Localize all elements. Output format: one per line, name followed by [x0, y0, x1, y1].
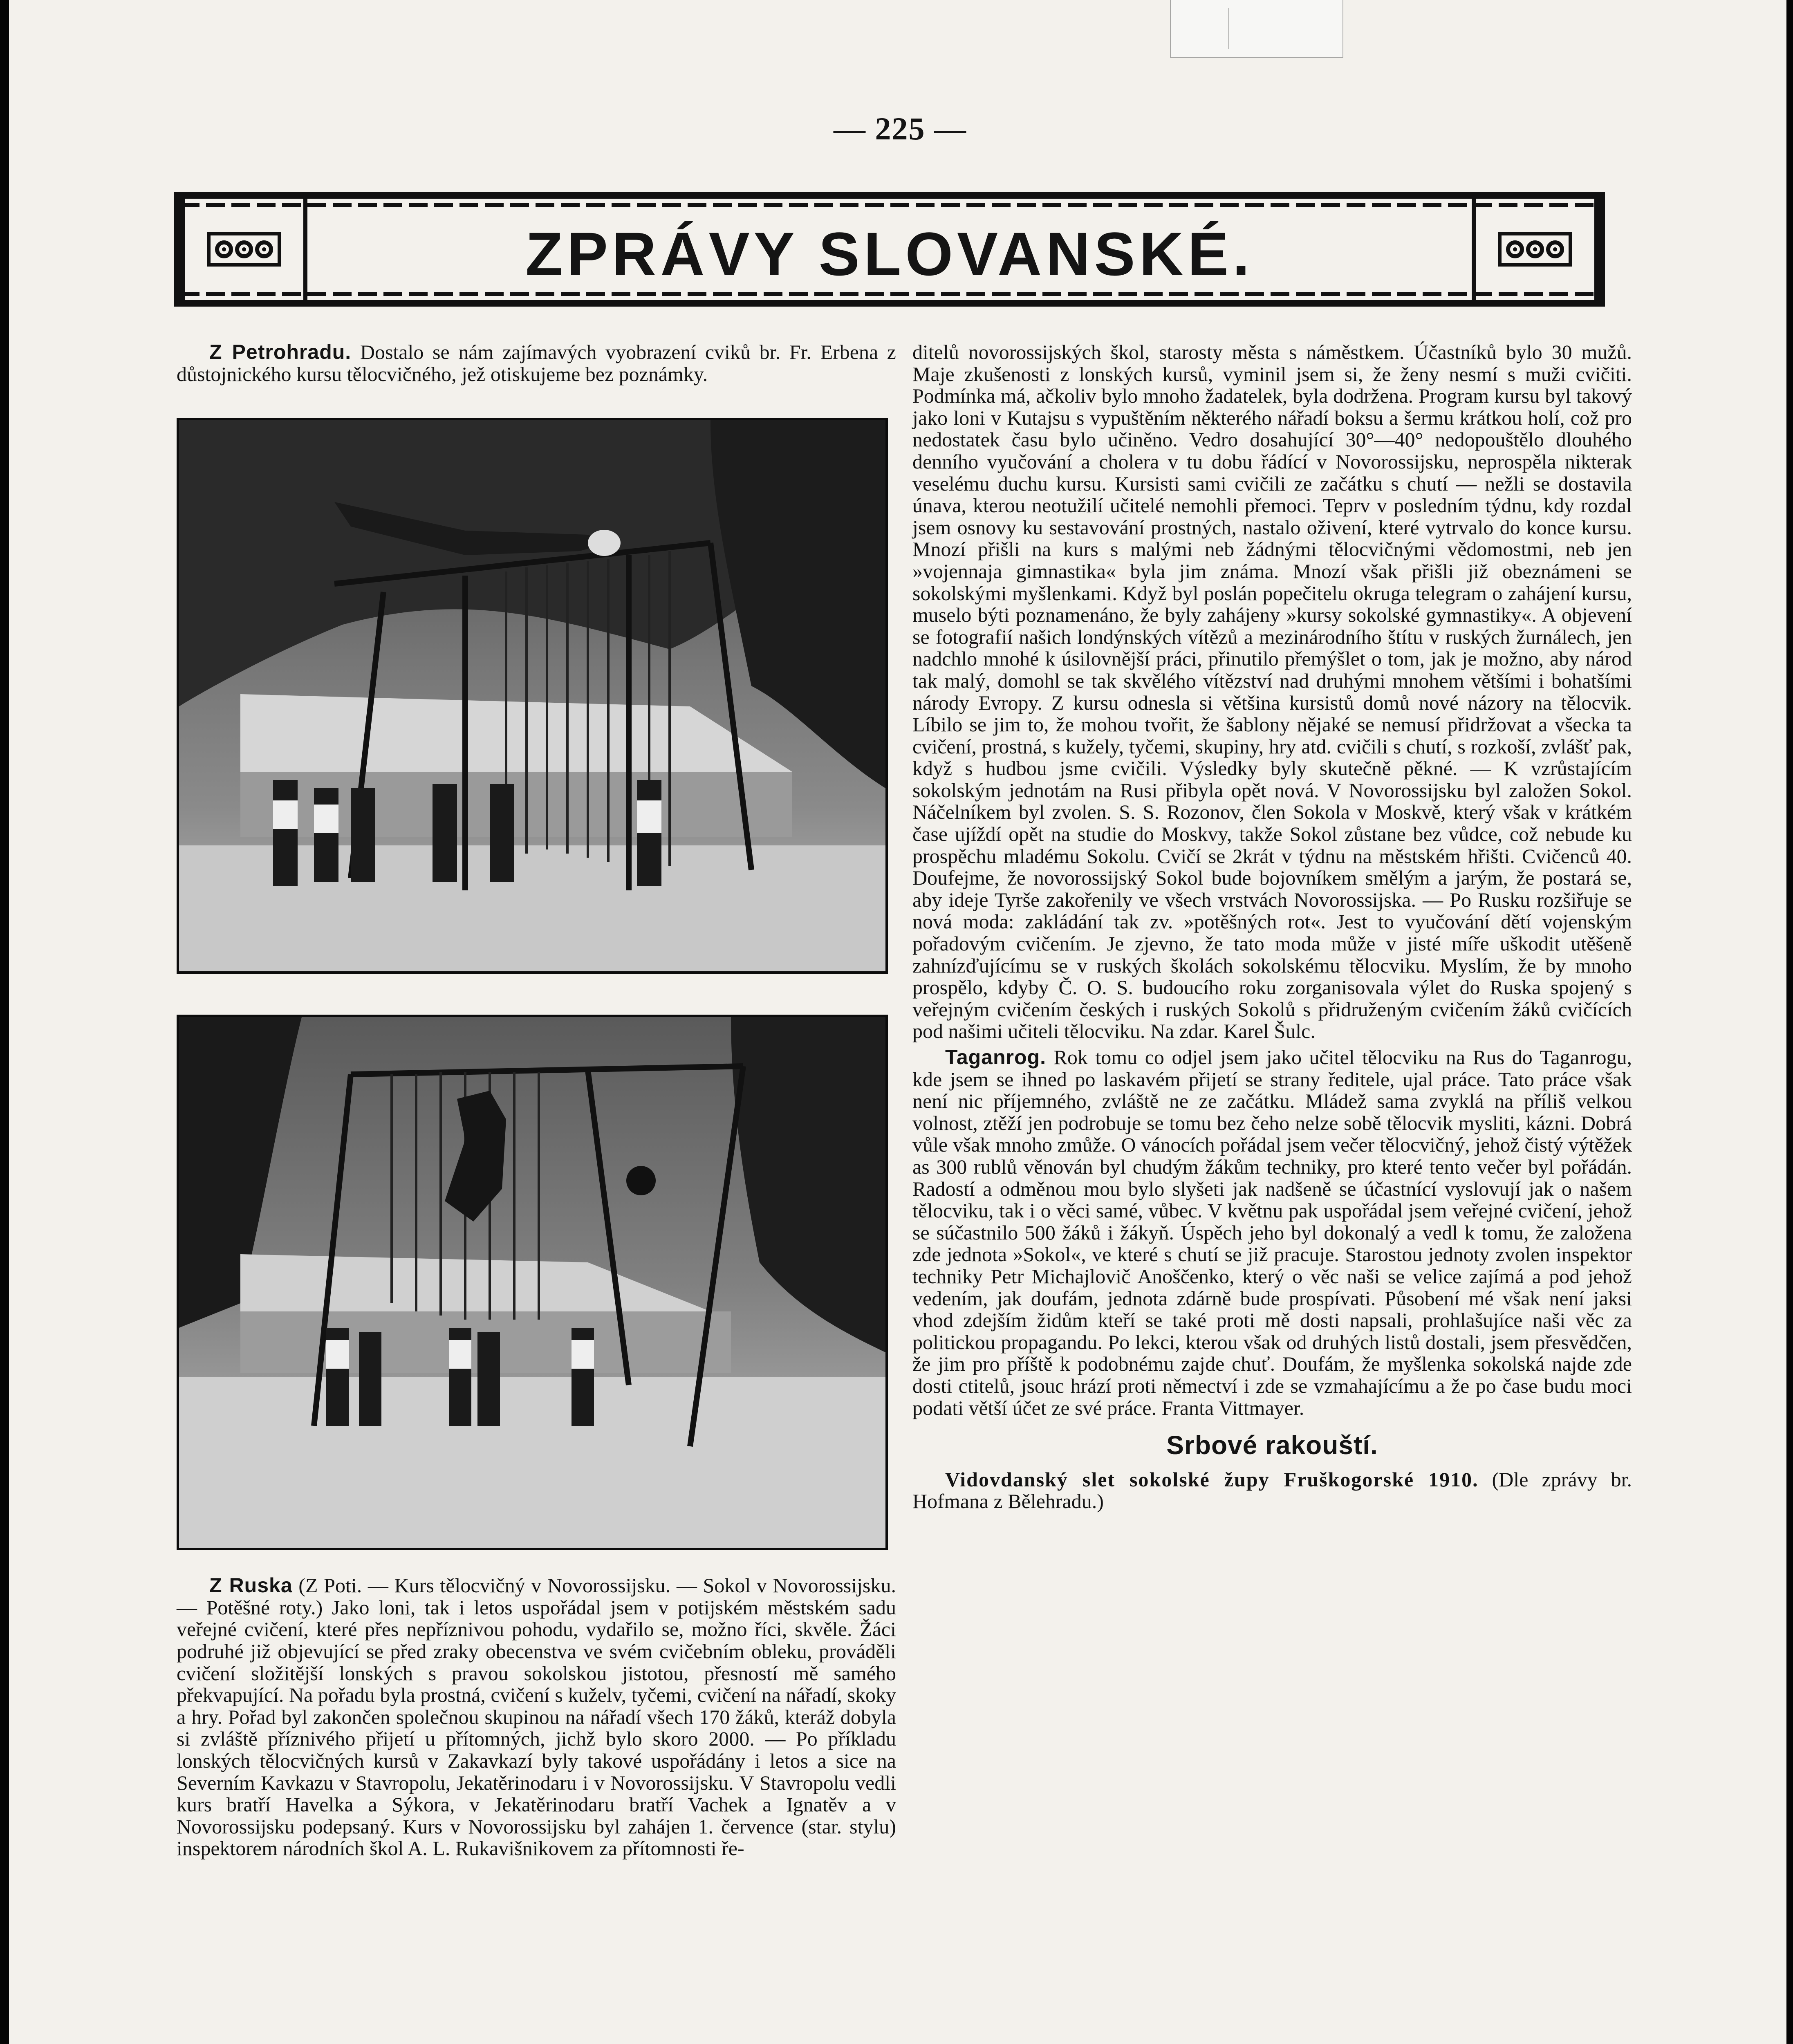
petrohrad-text: Dostalo se nám zajímavých vyobrazení cviků br. Fr. Erbena z důstojnického kursu tělocvičného, jež otiskujeme bez poznámky. — [177, 341, 896, 385]
header-dash-border-top — [181, 203, 1598, 207]
petrohrad-paragraph — [177, 341, 896, 385]
scan-tape-mark — [1170, 0, 1343, 58]
gymnastics-photo-1 — [177, 418, 888, 974]
right-column — [912, 341, 1632, 1513]
rusko-lead: Z Ruska — [209, 1574, 293, 1597]
taganrog-lead: Taganrog. — [945, 1046, 1046, 1069]
rusko-paragraph — [177, 1575, 896, 1860]
gymnastics-photo-2 — [177, 1015, 888, 1550]
left-column — [177, 341, 896, 1860]
taganrog-paragraph — [912, 1047, 1632, 1419]
section-title: ZPRÁVY SLOVANSKÉ. — [525, 220, 1254, 288]
section-header-banner — [174, 192, 1605, 307]
srbove-subheading: Vidovdanský slet sokolské župy Fruškogorské 1910. — [945, 1468, 1479, 1491]
three-rings-icon — [1498, 232, 1572, 267]
header-right-ornament — [1472, 199, 1598, 300]
header-dash-border-bottom — [181, 292, 1598, 296]
scanned-page — [9, 0, 1786, 2044]
srbove-paragraph — [912, 1469, 1632, 1513]
rusko-text-right: ditelů novorossijských škol, starosty města s náměstkem. Účastníků bylo 30 mužů. Maje zkušenosti z lonských kursů, vyminil jsem si, že ženy nesmí s muži cvičiti. Podmínka má, ačkoliv bylo mnoho žadatelek, byla dodržena. Program kursu byl takový jako loni v Kutajsu s vypuštěním některého nářadí boksu a šermu krátkou holí, což pro nedostatek času bylo učiněno. Vedro dosahující 30°—40° nedopouštělo dlouhého denního vyučování a cholera v tu dobu řádící v Novorossijsku, neprospěla nikterak veselému duchu kursu. Kursisti sami cvičili ze začátku s chutí — nežli se dostavila únava, kterou neotužilí učitelé nemohli přemoci. Teprv v posledním týdnu, kdy rozdal jsem osnovy ku sestavování prostných, nastalo oživení, které vytrvalo do konce kursu. Mnozí přišli na kurs s malými neb žádnými tělocvičnými vědomostmi, neb jen »vojennaja gimnastika« byla jim známa. Mnozí však přišli již obeznámeni se sokolskými myšlenkami. Když byl poslán popečitelu okruga telegram o zahájení kursu, muselo býti poznamenáno, že byly zahájeny »kursy sokolské gymnastiky«. A objevení se fotografií našich londýnských vítězů a mezinárodního štítu v ruských žurnálech, jen nadchlo mnohé k úsilovnější práci, přinutilo přemýšlet o tom, jak je možno, aby národ tak malý, domohl se tak skvělého vítězství nad druhými mnohem většími i bohatšími národy Evropy. Z kursu odnesla si většina kursistů domů nové názory na tělocvik. Líbilo se jim to, že mohou tvořit, že šablony nějaké se nemusí přidržovat a všecka ta cvičení, prostná, s kužely, tyčemi, skupiny, hry atd. cvičili s chutí, s rozkoší, zvlášť pak, když s hudbou jsme cvičili. Výsledky byly skutečně pěkné. — K vzrůstajícím sokolským jednotám na Rusi přibyla opět nová. V Novorossijsku byl založen Sokol. Náčelníkem byl zvolen. S. S. Rozonov, člen Sokola v Moskvě, který však v krátkém čase ujíždí opět na studie do Moskvy, takže Sokol zůstane bez vůdce, což nebude ku prospěchu mladému Sokolu. Cvičí se 2krát v týdnu na městském hřišti. Cvičenců 40. Doufejme, že novorossijský Sokol bude bojovníkem smělým a jarým, že postará se, aby ideje Tyrše zakořenily ve všech vrstvách Novorossijska. — Po Rusku rozšiřuje se nová moda: zakládání tak zv. »potěšných rot«. Jest to vyučování dětí vojenským pořadovým cvičením. Je zjevno, že tato moda může v jisté míře uškodit utěšeně zahnízďujícímu se v ruských školách sokolskému tělocviku. Myslím, že by mnoho prospělo, kdyby Č. O. S. budoucího roku zorganisovala výlet do Ruska spojený s veřejným cvičením českých i ruských Sokolů s přidruženým cvičením žáků cvičících pod našimi učiteli tělocviku. Na zdar. Karel Šulc. — [912, 341, 1632, 1043]
rusko-continued-paragraph — [912, 341, 1632, 1042]
petrohrad-lead: Z Petrohradu. — [209, 341, 352, 363]
taganrog-text: Rok tomu co odjel jsem jako učitel tělocviku na Rus do Taganrogu, kde jsem se ihned po laskavém přijetí se strany ředitele, ujal práce. Tato práce však není nic příjemného, zvláště ne ze začátku. Mládež sama zvyklá na příliš velkou volnost, ztěží jen podrobuje se tomu bez čeho nelze sobě tělocvik mysliti, kázni. Dobrá vůle však mnoho zmůže. O vánocích pořádal jsem večer tělocvičný, jehož čistý výtěžek as 300 rublů věnován byl chudým žákům techniky, pro které tento večer byl pořádán. Radostí a odměnou mou bylo slyšeti jak nadšeně se účastnící vyslovují jak o našem tělocviku, tak i o věci samé, vůbec. V květnu pak uspořádal jsem veřejné cvičení, jehož se súčastnilo 500 žáků i žákyň. Úspěch jeho byl dokonalý a vedl k tomu, že založena zde jednota »Sokol«, ve které s chutí se již pracuje. Starostou jednoty zvolen inspektor techniky Petr Michajlovič Anoščenko, který o věc naši se velice zajímá a pod jehož vedením, jak doufám, jednota zdárně bude prospívati. Působení mé však není jaksi vhod zdejším židům kteří se také proti mě dosti napsali, prohlašujíce naši věc za politickou propagandu. Po lekci, kterou však od druhých listů dostali, jsem přesvědčen, že jim pro příště k podobnému zajde chuť. Doufám, že myšlenka sokolská najde zde dosti ctitelů, jsouc hrází proti němectví i zde se vzmahajícímu a že po čase budu moci podati větší účet ze své práce. Franta Vittmayer. — [912, 1046, 1632, 1419]
page-number: — 225 — — [834, 111, 967, 146]
header-left-ornament — [181, 199, 307, 300]
srbove-heading: Srbové rakouští. — [1166, 1430, 1378, 1460]
three-rings-icon — [207, 232, 281, 267]
srbove-note: (Dle zprávy br. Hofmana z Bělehradu.) — [912, 1468, 1632, 1513]
rusko-text-left: (Z Poti. — Kurs tělocvičný v Novorossijsku. — Sokol v Novorossijsku. — Potěšné roty.) Jako loni, tak i letos uspořádal jsem v potijském městském sadu veřejné cvičení, které přes nepříznivou pohodu, vydařilo se, možno říci, skvěle. Žáci podruhé již objevující se před zraky obecenstva ve svém cvičebním obleku, prováděli cvičení složitější lonských s pravou sokolskou jistotou, přesností mě samého překvapující. Na pořadu byla prostná, cvičení s kuželv, tyčemi, cvičení na nářadí, skoky a hry. Pořad byl zakončen společnou skupinou na nářadí všech 170 žáků, kteráž dobyla si zvláště příznivého přijetí u přítomných, jichž bylo skoro 2000. — Po příkladu lonských tělocvičných kursů v Zakavkazí byly takové uspořádány i letos a sice na Severním Kavkazu v Stavropolu, Jekatěrinodaru i v Novorossijsku. V Stavropolu vedli kurs bratří Havelka a Sýkora, v Jekatěrinodaru bratří Vachek a Ignatěv a v Novorossijsku podepsaný. Kurs v Novorossijsku byl zahájen 1. července (star. stylu) inspektorem národních škol A. L. Rukavišnikovem za přítomnosti ře- — [177, 1574, 896, 1860]
